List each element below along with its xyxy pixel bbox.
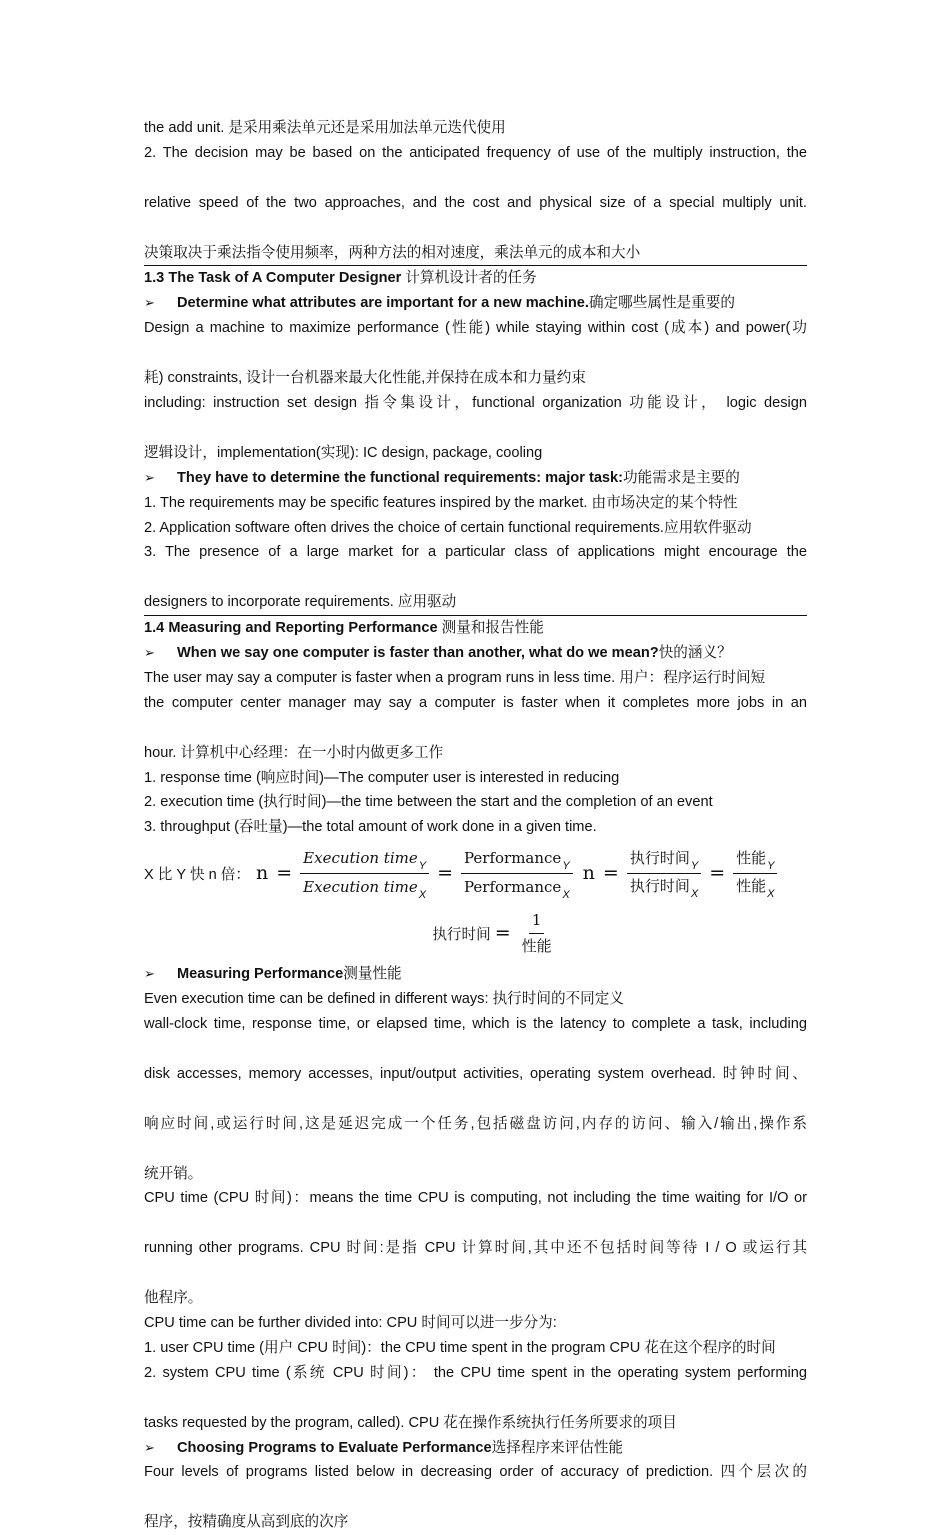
formula-prefix: X 比 Y 快 n 倍： <box>144 866 250 883</box>
text-line: CPU time (CPU 时间)：means the time CPU is computing, not including the time waiting for I/O or <box>144 1190 807 1207</box>
subscript-x: X <box>767 887 775 900</box>
bullet-item <box>144 466 807 491</box>
text-line: running other programs. CPU 时间:是指 CPU 计算时间,其中还不包括时间等待 I / O 或运行其 <box>144 1240 807 1257</box>
fraction-numerator: Performance <box>463 848 562 867</box>
text-line: 2. The decision may be based on the anticipated frequency of use of the multiply instruction, the <box>144 144 807 161</box>
text-line: 1. user CPU time (用户 CPU 时间)：the CPU time spent in the program CPU 花在这个程序的时间 <box>144 1339 776 1356</box>
text-line: disk accesses, memory accesses, input/output activities, operating system overhead. 时钟时间、 <box>144 1065 807 1082</box>
subscript-x: X <box>562 888 570 901</box>
text-line: tasks requested by the program, called). CPU 花在操作系统执行任务所要求的项目 <box>144 1414 677 1431</box>
text-line: 决策取决于乘法指令使用频率，两种方法的相对速度，乘法单元的成本和大小 <box>144 241 807 267</box>
bullet-bold-text: Determine what attributes are important for a new machine. <box>177 295 589 312</box>
bullet-bold-text: When we say one computer is faster than another, what do we mean? <box>177 645 659 662</box>
subscript-y: Y <box>418 859 427 872</box>
text-line: relative speed of the two approaches, and the cost and physical size of a special multiply unit. <box>144 194 807 211</box>
fraction-denominator: 执行时间 <box>629 877 690 895</box>
subscript-y: Y <box>767 859 775 872</box>
text-line: the add unit. 是采用乘法单元还是采用加法单元迭代使用 <box>144 120 506 136</box>
fraction-denominator: 性能 <box>736 877 767 895</box>
subscript-y: Y <box>690 859 699 872</box>
text-line: CPU time can be further divided into: CPU 时间可以进一步分为: <box>144 1314 557 1331</box>
text-line: 耗) constraints, 设计一台机器来最大化性能,并保持在成本和力量约束 <box>144 370 586 387</box>
bullet-item <box>144 641 807 666</box>
text-line: Even execution time can be defined in different ways: 执行时间的不同定义 <box>144 991 624 1008</box>
text-line: 1. response time (响应时间)—The computer user is interested in reducing <box>144 769 620 786</box>
text-line: 3. throughput (吞吐量)—the total amount of work done in a given time. <box>144 819 597 836</box>
text-line: 2. Application software often drives the choice of certain functional requirements.应用软件驱动 <box>144 519 752 536</box>
formula-lhs: 执行时间 <box>432 926 491 943</box>
subscript-y: Y <box>562 859 570 872</box>
arrow-bullet-icon: ➢ <box>144 1439 155 1455</box>
text-line: 2. execution time (执行时间)—the time between the start and the completion of an event <box>144 794 713 811</box>
fraction-denominator: 性能 <box>521 937 552 955</box>
bullet-item <box>144 291 807 316</box>
text-line: 逻辑设计，implementation(实现): IC design, package, cooling <box>144 444 543 461</box>
bullet-item <box>144 1436 807 1461</box>
formula-equals: = <box>494 922 511 945</box>
document-body <box>144 116 807 1535</box>
text-line: including: instruction set design 指令集设计，functional organization 功能设计， logic design <box>144 394 807 411</box>
fraction-numerator: 执行时间 <box>629 849 690 867</box>
fraction-numerator: 性能 <box>736 849 767 867</box>
fraction-exec-time-cn <box>627 848 701 899</box>
bullet-cn-text: 确定哪些属性是重要的 <box>588 295 735 312</box>
bullet-cn-text: 选择程序来评估性能 <box>491 1439 624 1456</box>
formula-equals: = <box>709 862 726 885</box>
formula-n: n <box>255 862 269 885</box>
arrow-bullet-icon: ➢ <box>144 645 155 661</box>
text-line: hour. 计算机中心经理：在一小时内做更多工作 <box>144 744 444 761</box>
fraction-numerator: Execution time <box>303 848 418 867</box>
text-line: 程序，按精确度从高到底的次序 <box>144 1514 349 1531</box>
text-line: 3. The presence of a large market for a particular class of applications might encourage the <box>144 544 807 561</box>
heading-text: 1.3 The Task of A Computer Designer <box>144 270 402 287</box>
text-line: 他程序。 <box>144 1290 203 1307</box>
formula-equals: = <box>602 862 619 885</box>
speedup-formula <box>144 842 807 904</box>
text-line: Design a machine to maximize performance (性能) while staying within cost (成本) and power(功 <box>144 320 807 337</box>
bullet-cn-text: 测量性能 <box>343 966 402 983</box>
fraction-execution-time <box>300 847 429 900</box>
section-heading-1-4 <box>144 616 807 641</box>
heading-cn: 计算机设计者的任务 <box>401 270 537 287</box>
formula-equals: = <box>276 862 293 885</box>
formula-equals: = <box>437 862 453 885</box>
subscript-x: X <box>690 887 699 900</box>
bullet-bold-text: Choosing Programs to Evaluate Performance <box>177 1439 492 1456</box>
fraction-numerator: 1 <box>529 909 545 934</box>
bullet-cn-text: 功能需求是主要的 <box>623 469 740 486</box>
fraction-denominator: Execution time <box>303 877 418 896</box>
arrow-bullet-icon: ➢ <box>144 966 155 982</box>
formula-n: n <box>582 862 595 885</box>
bullet-item <box>144 962 807 987</box>
bullet-bold-text: They have to determine the functional requirements: major task: <box>177 469 624 486</box>
text-line: designers to incorporate requirements. 应用驱动 <box>144 590 807 616</box>
text-line: 响应时间,或运行时间,这是延迟完成一个任务,包括磁盘访问,内存的访问、输入/输出,操作系 <box>144 1115 807 1132</box>
inverse-performance-formula <box>184 904 807 962</box>
text-line: wall-clock time, response time, or elapsed time, which is the latency to complete a task, including <box>144 1016 807 1033</box>
text-line: the computer center manager may say a computer is faster when it completes more jobs in an <box>144 694 807 711</box>
fraction-denominator: Performance <box>463 877 562 896</box>
fraction-performance <box>461 847 573 900</box>
text-line: 1. The requirements may be specific features inspired by the market. 由市场决定的某个特性 <box>144 494 738 511</box>
section-heading-1-3 <box>144 266 807 291</box>
text-line: The user may say a computer is faster when a program runs in less time. 用户：程序运行时间短 <box>144 669 766 686</box>
text-line: Four levels of programs listed below in decreasing order of accuracy of prediction. 四个层次的 <box>144 1464 807 1481</box>
fraction-one-over-performance <box>519 909 555 958</box>
fraction-performance-cn <box>733 848 777 899</box>
subscript-x: X <box>418 888 427 901</box>
heading-cn: 测量和报告性能 <box>437 620 544 637</box>
arrow-bullet-icon: ➢ <box>144 295 155 311</box>
bullet-cn-text: 快的涵义？ <box>658 645 732 662</box>
text-line: 统开销。 <box>144 1165 203 1182</box>
bullet-bold-text: Measuring Performance <box>177 966 344 983</box>
arrow-bullet-icon: ➢ <box>144 469 155 485</box>
heading-text: 1.4 Measuring and Reporting Performance <box>144 620 438 637</box>
text-line: 2. system CPU time (系统 CPU 时间)： the CPU time spent in the operating system performing <box>144 1364 807 1381</box>
